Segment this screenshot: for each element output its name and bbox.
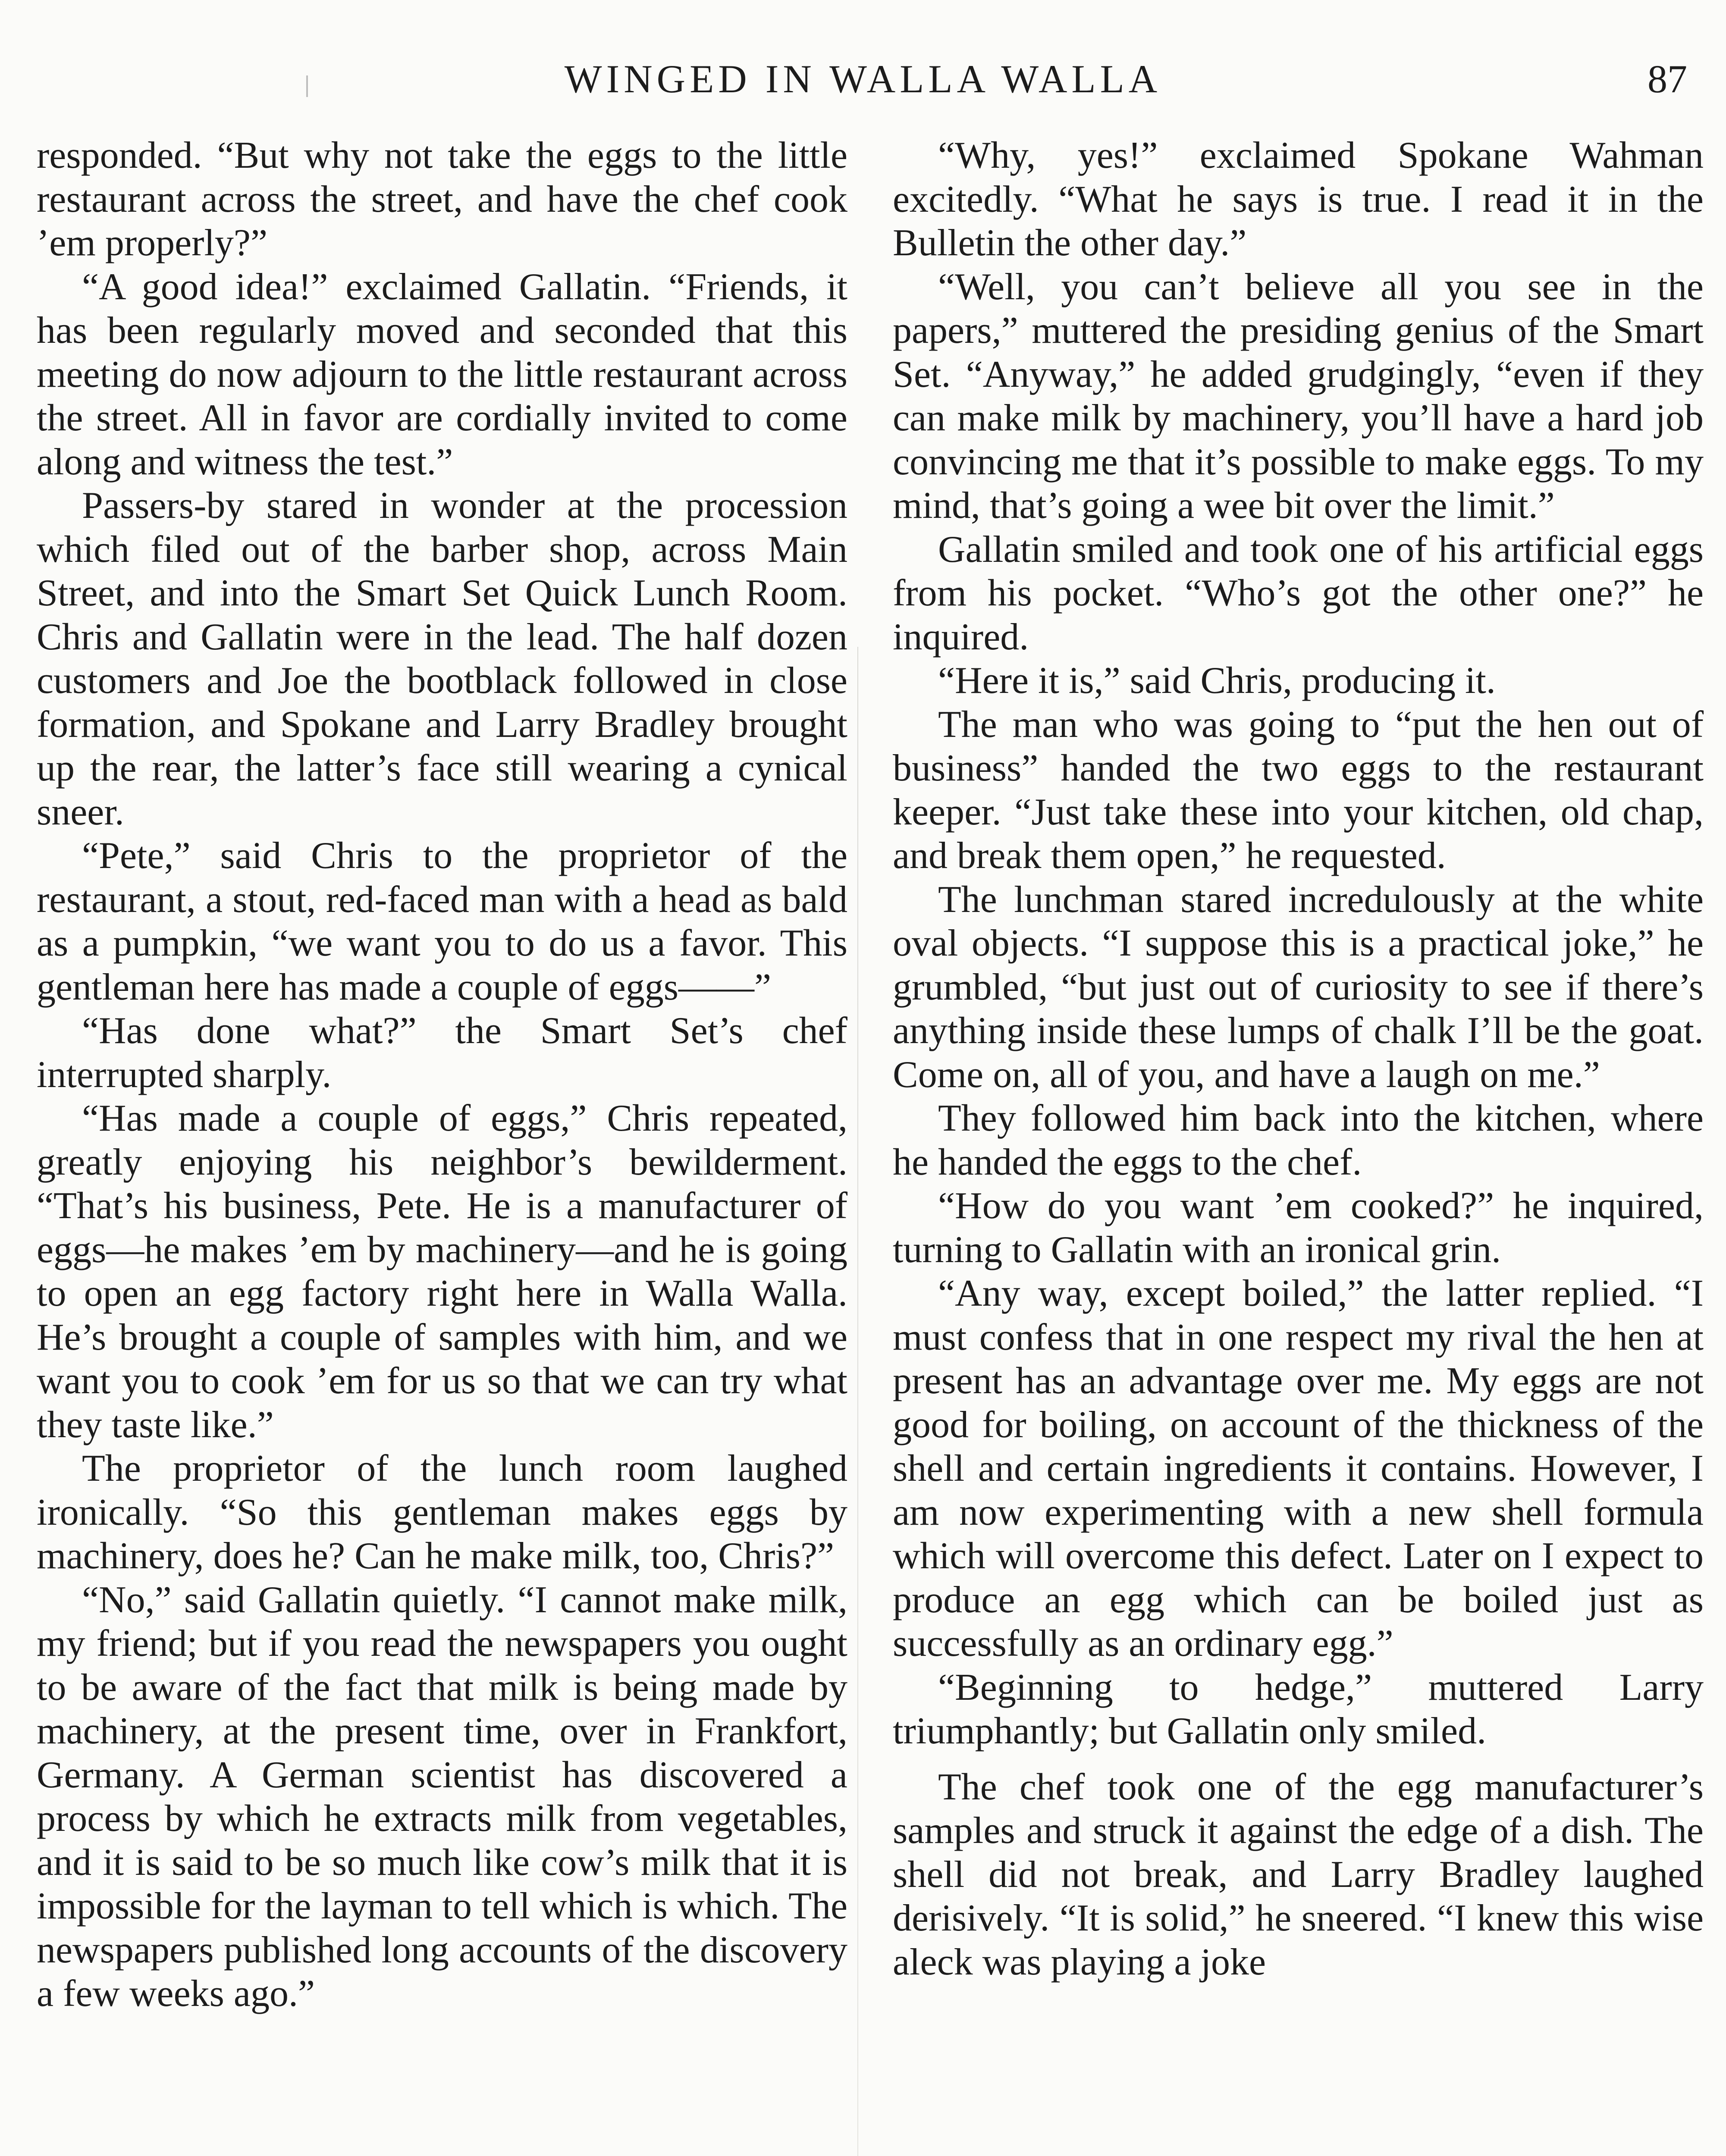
paragraph: “Pete,” said Chris to the proprietor of the restaurant, a stout, red-faced man with a head as bald as a pumpkin, “we want you to do us a favor. This gentleman here has made a couple of eggs——” [37,835,847,1008]
right-column [893,134,1704,2156]
paragraph: The man who was going to “put the hen out of business” handed the two eggs to the restaurant keeper. “Just take these into your kitchen, old chap, and break them open,” he requested. [893,703,1704,877]
page-number: 87 [1648,57,1687,101]
margin-mark [306,75,308,97]
paragraph: They followed him back into the kitchen, where he handed the eggs to the chef. [893,1097,1704,1183]
paragraph: Gallatin smiled and took one of his artificial eggs from his pocket. “Who’s got the other one?” he inquired. [893,528,1704,658]
paragraph: The chef took one of the egg manufacturer’s samples and struck it against the edge of a dish. The shell did not break, and Larry Bradley laughed derisively. “It is solid,” he sneered. “I knew this wise aleck was playing a joke [893,1766,1704,1983]
paragraph: “Has made a couple of eggs,” Chris repeated, greatly enjoying his neighbor’s bewilderment. “That’s his business, Pete. He is a manufacturer of eggs—he makes ’em by machinery—and he is going to open an egg factory right here in Walla Walla. He’s brought a couple of samples with him, and we want you to cook ’em for us so that we can try what they taste like.” [37,1097,847,1446]
paragraph: The proprietor of the lunch room laughed ironically. “So this gentleman makes eggs by machinery, does he? Can he make milk, too, Chris?” [37,1448,847,1577]
paragraph: “Why, yes!” exclaimed Spokane Wahman excitedly. “What he says is true. I read it in the Bulletin the other day.” [893,135,1704,264]
paragraph: responded. “But why not take the eggs to the little restaurant across the street, and have the chef cook ’em properly?” [37,135,847,264]
paragraph: Passers-by stared in wonder at the procession which filed out of the barber shop, across Main Street, and into the Smart Set Quick Lunch Room. Chris and Gallatin were in the lead. The half dozen customers and Joe the bootblack followed in close formation, and Spokane and Larry Bradley brought up the rear, the latter’s face still wearing a cynical sneer. [37,485,847,833]
paragraph: “No,” said Gallatin quietly. “I cannot make milk, my friend; but if you read the newspapers you ought to be aware of the fact that milk is being made by machinery, at the present time, over in Frankfort, Germany. A German scientist has discovered a process by which he extracts milk from vegetables, and it is said to be so much like cow’s milk that it is impossible for the layman to tell which is which. The newspapers published long accounts of the discovery a few weeks ago.” [37,1579,847,2015]
paragraph: “Well, you can’t believe all you see in the papers,” muttered the presiding genius of the Smart Set. “Anyway,” he added grudgingly, “even if they can make milk by machinery, you’ll have a hard job convincing me that it’s possible to make eggs. To my mind, that’s going a wee bit over the limit.” [893,266,1704,526]
paragraph: “Any way, except boiled,” the latter replied. “I must confess that in one respect my rival the hen at present has an advantage over me. My eggs are not good for boiling, on account of the thickness of the shell and certain ingredients it contains. However, I am now experimenting with a new shell formula which will overcome this defect. Later on I expect to produce an egg which can be boiled just as successfully as an ordinary egg.” [893,1272,1704,1664]
column-divider [857,647,858,2156]
running-head: WINGED IN WALLA WALLA [564,57,1162,101]
paragraph: “Beginning to hedge,” muttered Larry triumphantly; but Gallatin only smiled. [893,1666,1704,1752]
left-column [37,134,847,2156]
page-header [0,51,1726,107]
paragraph: “How do you want ’em cooked?” he inquired, turning to Gallatin with an ironical grin. [893,1185,1704,1271]
paragraph: The lunchman stared incredulously at the white oval objects. “I suppose this is a practical joke,” he grumbled, “but just out of curiosity to see if there’s anything inside these lumps of chalk I’ll be the goat. Come on, all of you, and have a laugh on me.” [893,878,1704,1096]
paragraph: “Has done what?” the Smart Set’s chef interrupted sharply. [37,1010,847,1096]
paragraph: “Here it is,” said Chris, producing it. [938,660,1496,702]
paragraph: “A good idea!” exclaimed Gallatin. “Friends, it has been regularly moved and seconded that this meeting do now adjourn to the little restaurant across the street. All in favor are cordially invited to come along and witness the test.” [37,266,847,483]
